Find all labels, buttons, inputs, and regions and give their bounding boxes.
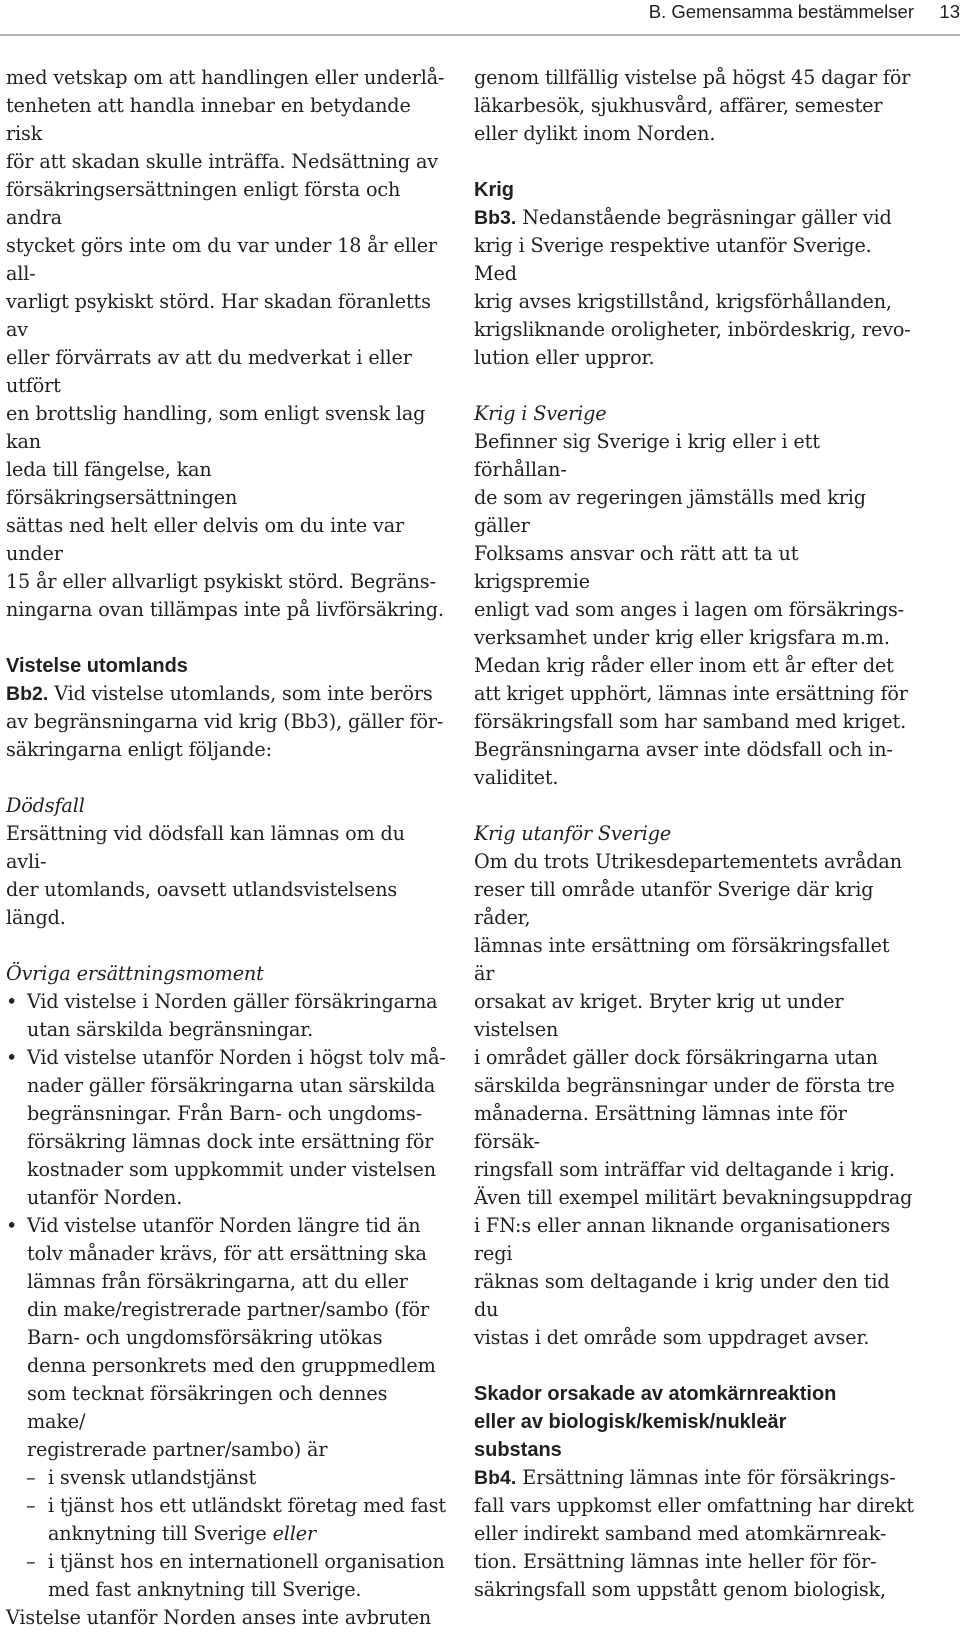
heading-atomkarnreaktion: Skador orsakade av atomkärnreaktion eller av biologisk/kemisk/nukleär substans	[474, 1383, 837, 1461]
subheading-dodsfall: Dödsfall	[6, 794, 85, 817]
page-header	[0, 0, 960, 36]
subheading-ovriga: Övriga ersättningsmoment	[6, 962, 264, 985]
right-column	[474, 64, 914, 1604]
left-column	[6, 64, 446, 1632]
heading-vistelse-utomlands: Vistelse utomlands	[6, 655, 188, 677]
bb4-paragraph: Bb4. Ersättning lämnas inte för försäkrings- fall vars uppkomst eller omfattning har direkt eller indirekt samband med atomkärnreak- tion. Ersättning lämnas inte heller för för- säkringsfall som uppstått genom biologisk,	[474, 1466, 914, 1601]
section-title: B. Gemensamma bestämmelser	[648, 1, 914, 22]
dash-item: – i svensk utlandstjänst	[6, 1464, 446, 1492]
heading-krig: Krig	[474, 179, 514, 201]
dash-item: – i tjänst hos ett utländskt företag med fast anknytning till Sverige eller	[6, 1492, 446, 1548]
continuation-paragraph: genom tillfällig vistelse på högst 45 dagar för läkarbesök, sjukhusvård, affärer, semester eller dylikt inom Norden.	[474, 66, 911, 145]
list-item: • Vid vistelse i Norden gäller försäkringarna utan särskilda begränsningar.	[6, 988, 446, 1044]
krig-i-sverige-paragraph: Befinner sig Sverige i krig eller i ett förhållan- de som av regeringen jämställs med krig gäller Folksams ansvar och rätt att ta ut krigspremie enligt vad som anges i lagen om försäkrings- verksamhet under krig eller krigsfara m.m. Medan krig råder eller inom ett år efter det att kriget upphört, lämnas inte ersättning för försäkringsfall som har samband med kriget. Begränsningarna avser inte dödsfall och in- validitet.	[474, 430, 908, 789]
dodsfall-paragraph: Ersättning vid dödsfall kan lämnas om du avli- der utomlands, oavsett utlandsvistelsens längd.	[6, 822, 405, 929]
list-item: • Vid vistelse utanför Norden i högst tolv må- nader gäller försäkringarna utan särskilda begränsningar. Från Barn- och ungdoms- försäkring lämnas dock inte ersättning för kostnader som uppkommit under vistelsen utanför Norden.	[6, 1044, 446, 1212]
page-number: 13	[939, 1, 960, 22]
subheading-krig-i-sverige: Krig i Sverige	[474, 402, 607, 425]
closing-line: Vistelse utanför Norden anses inte avbruten	[6, 1606, 432, 1629]
list-item: • Vid vistelse utanför Norden längre tid än tolv månader krävs, för att ersättning ska lämnas från försäkringarna, att du eller din make/registrerade partner/sambo (för Barn- och ungdomsförsäkring utökas denna personkrets med den gruppmedlem som tecknat försäkringen och dennes make/ registrerade partner/sambo) är	[6, 1212, 446, 1464]
bb2-code: Bb2.	[6, 683, 49, 705]
bb2-paragraph: Bb2. Vid vistelse utomlands, som inte berörs av begränsningarna vid krig (Bb3), gäller för- säkringarna enligt följande:	[6, 682, 444, 761]
bb4-code: Bb4.	[474, 1467, 517, 1489]
dash-item: – i tjänst hos en internationell organisation med fast anknytning till Sverige.	[6, 1548, 446, 1604]
subheading-krig-utanfor-sverige: Krig utanför Sverige	[474, 822, 672, 845]
bb3-paragraph: Bb3. Nedanstående begräsningar gäller vid krig i Sverige respektive utanför Sverige. Med krig avses krigstillstånd, krigsförhållanden, krigsliknande oroligheter, inbördeskrig, revo- lution eller uppror.	[474, 206, 911, 369]
intro-paragraph: med vetskap om att handlingen eller underlå- tenheten att handla innebar en betydande risk för att skadan skulle inträffa. Nedsättning av försäkringsersättningen enligt första och andra stycket görs inte om du var under 18 år eller all- varligt psykiskt störd. Har skadan föranletts av eller förvärrats av att du medverkat i eller utfört en brottslig handling, som enligt svensk lag kan leda till fängelse, kan försäkringsersättningen sättas ned helt eller delvis om du inte var under 15 år eller allvarligt psykiskt störd. Begräns- ningarna ovan tillämpas inte på livförsäkring.	[6, 66, 445, 621]
bb3-code: Bb3.	[474, 207, 517, 229]
krig-utanfor-paragraph: Om du trots Utrikesdepartementets avrådan reser till område utanför Sverige där krig råder, lämnas inte ersättning om försäkringsfallet är orsakat av kriget. Bryter krig ut under vistelsen i området gäller dock försäkringarna utan särskilda begränsningar under de första tre månaderna. Ersättning lämnas inte för försäk- ringsfall som inträffar vid deltagande i krig. Även till exempel militärt bevakningsuppdrag i FN:s eller annan liknande organisationers regi räknas som deltagande i krig under den tid du vistas i det område som uppdraget avser.	[474, 850, 913, 1349]
